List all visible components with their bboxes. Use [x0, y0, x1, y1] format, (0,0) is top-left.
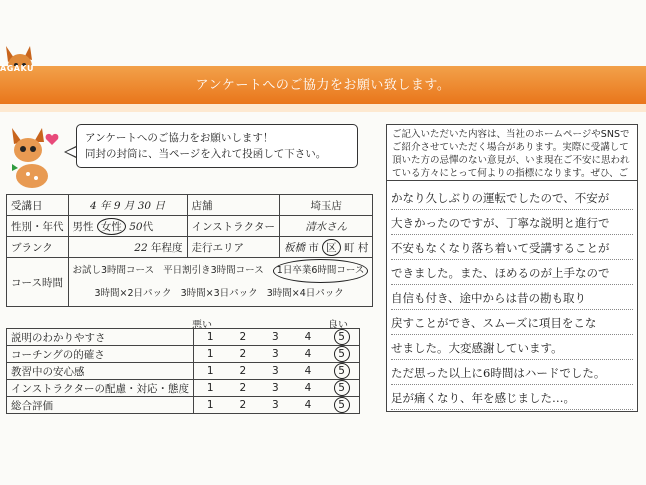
rating-option-value: 1 [206, 348, 214, 360]
rating-option[interactable] [324, 380, 359, 397]
rating-row [7, 380, 360, 397]
rating-option[interactable] [259, 363, 292, 380]
rating-option-value: 1 [206, 382, 214, 394]
rating-table [6, 328, 360, 414]
rating-option-selected: 5 [334, 346, 350, 362]
blank-cell [68, 237, 187, 258]
rating-question: 説明のわかりやすさ [7, 329, 194, 346]
course-line-1 [73, 259, 369, 283]
age-unit: 代 [142, 220, 154, 233]
date-label: 受講日 [7, 195, 69, 216]
rating-option[interactable] [324, 329, 359, 346]
rating-option[interactable] [227, 363, 260, 380]
rating-question: コーチングの的確さ [7, 346, 194, 363]
rating-option[interactable] [324, 363, 359, 380]
area-unit-city[interactable]: 市 [308, 241, 319, 254]
course-3h-4day[interactable]: 3時間×4日パック [266, 288, 344, 299]
rating-option-value: 4 [304, 348, 312, 360]
date-value[interactable]: 4 年 9 月 30 日 [68, 195, 187, 216]
rating-option-value: 3 [272, 399, 279, 411]
rating-option[interactable] [227, 380, 260, 397]
rating-option[interactable] [324, 346, 359, 363]
course-line-2 [73, 283, 369, 305]
rating-option-value: 2 [239, 382, 247, 394]
rating-option[interactable] [193, 346, 226, 363]
course-options [68, 258, 373, 307]
rating-option-value: 4 [304, 399, 312, 411]
comment-line: 不安もなくなり落ち着いて受講することが [391, 237, 633, 260]
instructor-label: インストラクター [187, 216, 279, 237]
rating-question: 総合評価 [7, 397, 194, 414]
comment-box[interactable] [386, 180, 638, 412]
rating-option[interactable] [193, 329, 226, 346]
rating-option-selected: 5 [334, 380, 350, 396]
rating-option-value: 4 [304, 382, 312, 394]
rating-option[interactable] [193, 363, 226, 380]
bubble-line2: 同封の封筒に、当ページを入れて投函して下さい。 [85, 148, 327, 160]
blank-label: ブランク [7, 237, 69, 258]
deer-mascot-icon [2, 124, 66, 194]
rating-option[interactable] [292, 363, 325, 380]
course-weekday-3h[interactable]: 平日割引き3時間コース [163, 265, 264, 276]
banner-stripe [0, 104, 646, 112]
rating-option[interactable] [292, 346, 325, 363]
comment-line: 自信も付き、途中からは昔の勘も取り [391, 287, 633, 310]
rating-option-value: 1 [206, 365, 214, 377]
rating-option[interactable] [227, 346, 260, 363]
rating-option-value: 2 [239, 399, 247, 411]
blank-value[interactable]: 22 [134, 241, 148, 254]
rating-option[interactable] [259, 380, 292, 397]
course-trial-3h[interactable]: お試し3時間コース [72, 265, 155, 276]
course-3h-2day[interactable]: 3時間×2日パック [94, 288, 172, 299]
rating-row [7, 329, 360, 346]
rating-option-value: 2 [239, 331, 247, 343]
course-3h-3day[interactable]: 3時間×3日パック [180, 288, 258, 299]
rating-option[interactable] [193, 397, 226, 414]
rating-option[interactable] [227, 397, 260, 414]
rating-question: 教習中の安心感 [7, 363, 194, 380]
gender-age-cell [68, 216, 187, 237]
rating-option-value: 4 [304, 331, 312, 343]
store-value[interactable]: 埼玉店 [279, 195, 372, 216]
bubble-line1: アンケートへのご協力をお願いします！ [85, 132, 274, 144]
comment-line: 戻すことができ、スムーズに項目をこな [391, 312, 633, 335]
rating-option-selected: 5 [334, 329, 350, 345]
rating-option-selected: 5 [334, 363, 350, 379]
header-banner [0, 66, 646, 104]
gender-female-circled[interactable]: 女性 [97, 218, 126, 235]
rating-option-selected: 5 [334, 397, 350, 413]
rating-option-value: 4 [304, 365, 312, 377]
area-cell [279, 237, 372, 258]
comment-line: 大きかったのですが、丁寧な説明と進行で [391, 212, 633, 235]
rating-bad-label: 悪い [192, 320, 212, 331]
brand-text: AGAKU [0, 64, 35, 73]
instructor-value[interactable]: 清水さん [279, 216, 372, 237]
store-label: 店舗 [187, 195, 279, 216]
rating-option[interactable] [324, 397, 359, 414]
comment-line: できました。また、ほめるのが上手なので [391, 262, 633, 285]
rating-option-value: 2 [239, 365, 247, 377]
rating-good-label: 良い [328, 320, 348, 331]
rating-option[interactable] [227, 329, 260, 346]
rating-option[interactable] [292, 380, 325, 397]
rating-option[interactable] [292, 397, 325, 414]
info-table [6, 194, 373, 307]
comment-line: せました。大変感謝しています。 [391, 337, 633, 360]
rating-scale-header [6, 316, 360, 331]
area-value[interactable]: 板橋 [283, 241, 305, 254]
rating-option-value: 3 [272, 382, 279, 394]
blank-unit: 年程度 [151, 241, 183, 254]
rating-question: インストラクターの配慮・対応・態度 [7, 380, 194, 397]
banner-title: アンケートへのご協力をお願い致します。 [195, 78, 451, 93]
rating-row [7, 397, 360, 414]
rating-option-value: 3 [272, 331, 279, 343]
area-label: 走行エリア [187, 237, 279, 258]
course-oneday-6h-circled[interactable]: 1日卒業6時間コース [273, 259, 369, 283]
area-unit-village[interactable]: 村 [357, 241, 369, 254]
gender-age-label: 性別・年代 [7, 216, 69, 237]
rating-option-value: 3 [272, 365, 279, 377]
comment-line: かなり久しぶりの運転でしたので、不安が [391, 187, 633, 210]
comment-line: 足が痛くなり、年を感じました…。 [391, 387, 633, 410]
rating-option-value: 3 [272, 348, 279, 360]
instruction-bubble [76, 124, 358, 168]
rating-option[interactable] [259, 329, 292, 346]
rating-row [7, 363, 360, 380]
rating-option[interactable] [292, 329, 325, 346]
rating-option-value: 1 [206, 331, 214, 343]
rating-option-value: 2 [239, 348, 247, 360]
comment-line: ただ思った以上に6時間はハードでした。 [391, 362, 633, 385]
gender-male[interactable]: 男性 [72, 220, 94, 233]
age-value[interactable]: 50 [129, 220, 143, 233]
rating-option[interactable] [259, 397, 292, 414]
rating-option[interactable] [193, 380, 226, 397]
notice-text: ご記入いただいた内容は、当社のホームページやSNSでご紹介させていただく場合があります。実際に受講して頂いた方の忌憚のない意見が、いま現在ご不安に思われている方々にとって何よりの指標になります。ぜひ、ご [392, 129, 630, 179]
course-label: コース時間 [7, 258, 69, 307]
area-unit-town[interactable]: 町 [344, 241, 355, 254]
area-unit-ward-circled[interactable]: 区 [322, 239, 341, 256]
rating-option-value: 1 [206, 399, 214, 411]
rating-row [7, 346, 360, 363]
rating-option[interactable] [259, 346, 292, 363]
